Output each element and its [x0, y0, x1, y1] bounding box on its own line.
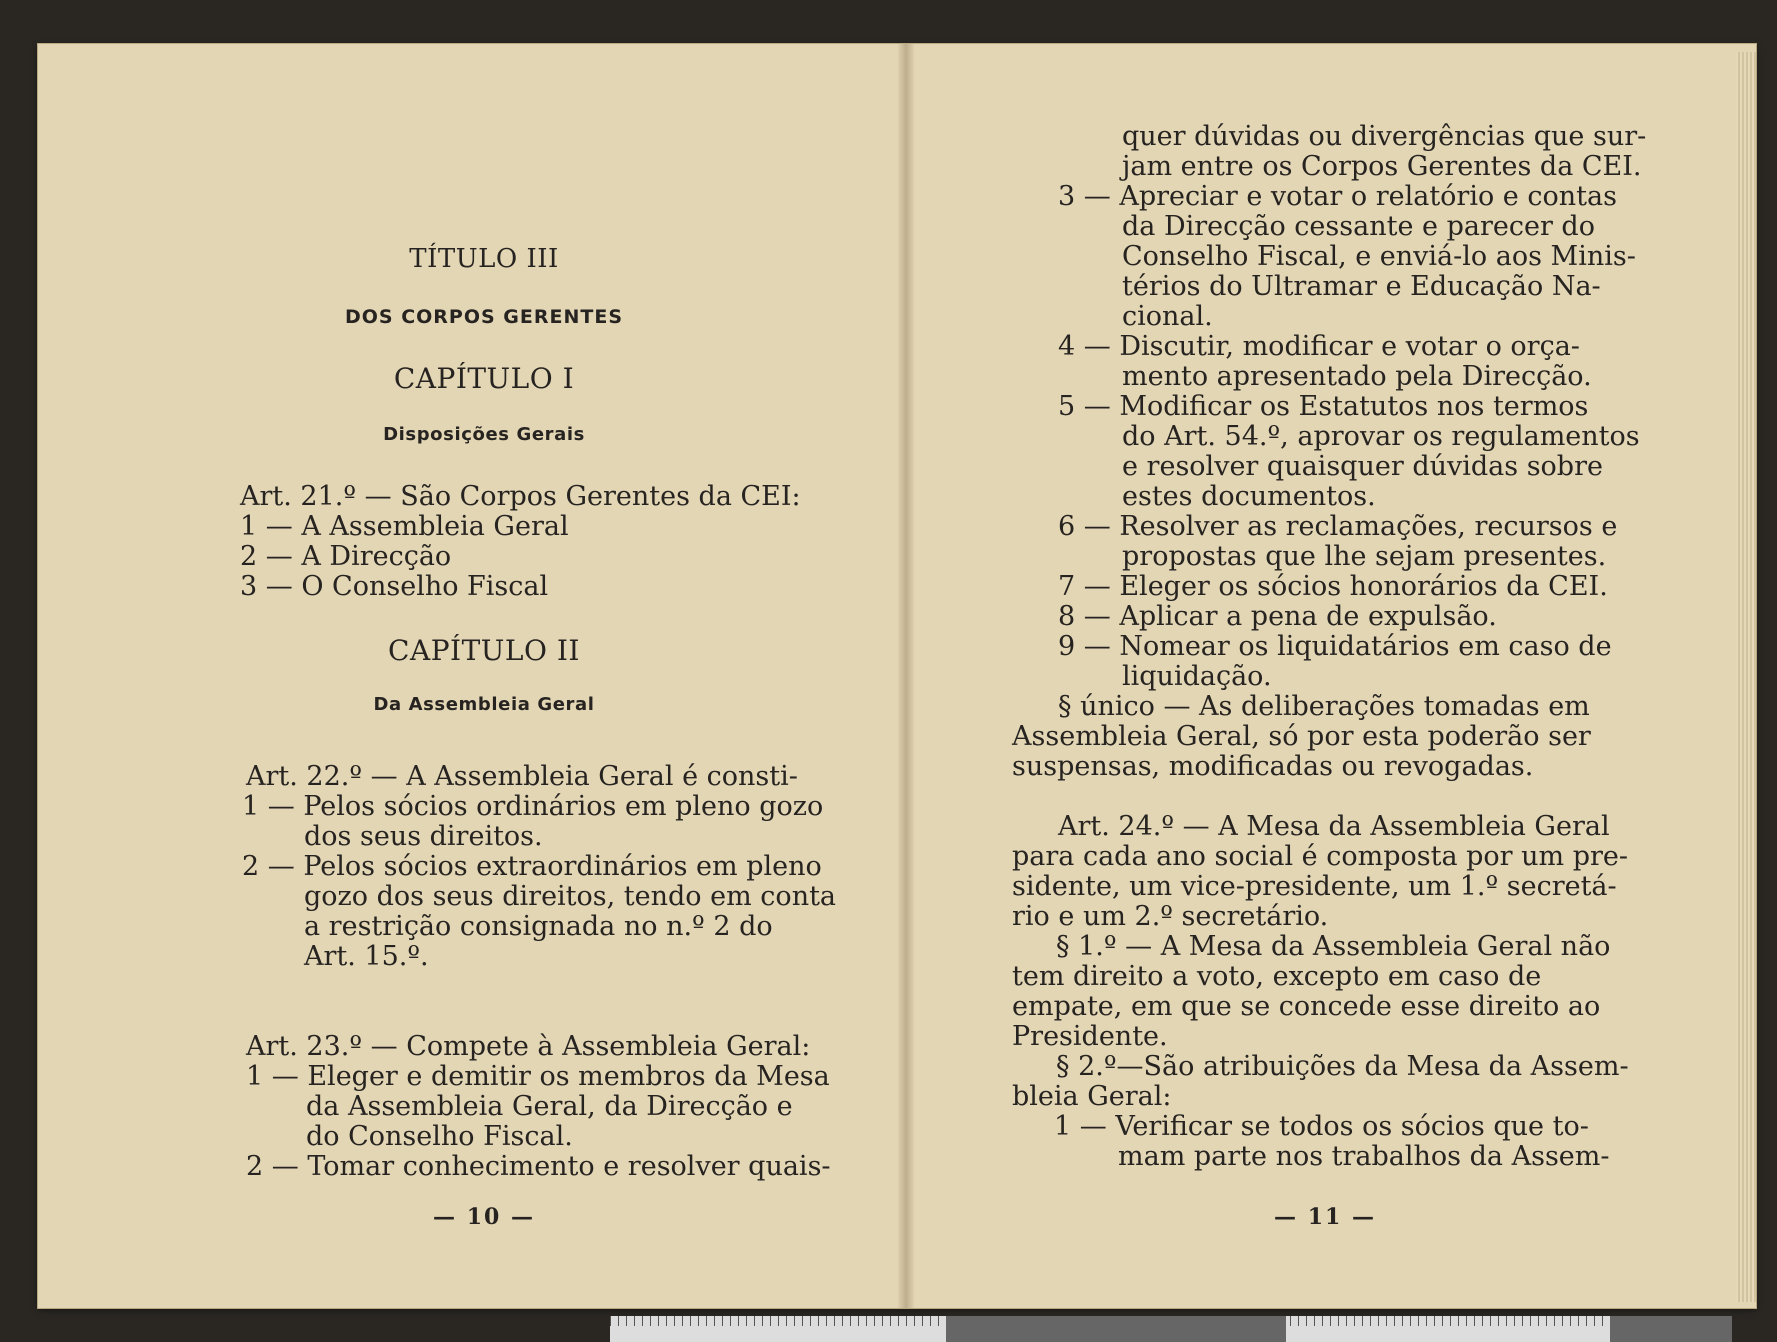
right-page: [914, 44, 1736, 1308]
text-line: 2 — A Direcção: [240, 541, 452, 572]
text-line: Assembleia Geral, só por esta poderão ser: [1012, 721, 1591, 752]
text-line: 6 — Resolver as reclamações, recursos e: [1058, 511, 1618, 542]
text-line: § 1.º — A Mesa da Assembleia Geral não: [1056, 931, 1611, 962]
text-line: estes documentos.: [1122, 481, 1376, 512]
text-line: 3 — Apreciar e votar o relatório e contas: [1058, 181, 1617, 212]
text-line: 1 — Pelos sócios ordinários em pleno gozo: [242, 791, 824, 822]
chapter-heading: CAPÍTULO I: [393, 362, 575, 395]
text-line: Art. 23.º — Compete à Assembleia Geral:: [246, 1031, 811, 1062]
text-line: § 2.º—São atribuições da Mesa da Assem-: [1056, 1051, 1629, 1082]
text-line: liquidação.: [1122, 661, 1272, 692]
chapter-subheading: Disposições Gerais: [383, 424, 585, 445]
text-line: cional.: [1122, 301, 1213, 332]
text-line: 2 — Pelos sócios extraordinários em pleno: [242, 851, 822, 882]
chapter-subheading: Da Assembleia Geral: [373, 694, 595, 715]
title: TÍTULO III: [409, 244, 559, 274]
text-line: do Art. 54.º, aprovar os regulamentos: [1122, 421, 1640, 452]
text-line: da Direcção cessante e parecer do: [1122, 211, 1595, 242]
text-line: propostas que lhe sejam presentes.: [1122, 541, 1607, 572]
left-page: [70, 44, 898, 1308]
section-heading: DOS CORPOS GERENTES: [344, 306, 624, 328]
text-line: § único — As deliberações tomadas em: [1058, 691, 1590, 722]
text-line: suspensas, modificadas ou revogadas.: [1012, 751, 1534, 782]
text-line: Art. 22.º — A Assembleia Geral é consti-: [246, 761, 798, 792]
text-line: Art. 21.º — São Corpos Gerentes da CEI:: [240, 481, 801, 512]
text-line: e resolver quaisquer dúvidas sobre: [1122, 451, 1603, 482]
text-line: da Assembleia Geral, da Direcção e: [306, 1091, 793, 1122]
text-line: dos seus direitos.: [304, 821, 543, 852]
text-line: Presidente.: [1012, 1021, 1168, 1052]
text-line: 5 — Modificar os Estatutos nos termos: [1058, 391, 1589, 422]
chapter-heading: CAPÍTULO II: [388, 634, 580, 667]
text-line: 7 — Eleger os sócios honorários da CEI.: [1058, 571, 1608, 602]
text-line: jam entre os Corpos Gerentes da CEI.: [1122, 151, 1642, 182]
text-line: para cada ano social é composta por um pre-: [1012, 841, 1629, 872]
text-line: sidente, um vice-presidente, um 1.º secretá-: [1012, 871, 1617, 902]
text-line: rio e um 2.º secretário.: [1012, 901, 1329, 932]
text-line: do Conselho Fiscal.: [306, 1121, 573, 1152]
book-gutter: [898, 44, 914, 1308]
text-line: Art. 15.º.: [304, 941, 429, 972]
text-line: 3 — O Conselho Fiscal: [240, 571, 549, 602]
text-line: 2 — Tomar conhecimento e resolver quais-: [246, 1151, 831, 1182]
text-line: 9 — Nomear os liquidatários em caso de: [1058, 631, 1612, 662]
page-number: — 10 —: [433, 1204, 535, 1230]
page-number: — 11 —: [1274, 1204, 1376, 1230]
scale-ruler: [610, 1316, 1732, 1342]
text-line: mento apresentado pela Direcção.: [1122, 361, 1592, 392]
text-line: 1 — Verificar se todos os sócios que to-: [1054, 1111, 1589, 1142]
text-line: térios do Ultramar e Educação Na-: [1122, 271, 1601, 302]
text-line: mam parte nos trabalhos da Assem-: [1118, 1141, 1610, 1172]
text-line: 1 — A Assembleia Geral: [240, 511, 569, 542]
text-line: empate, em que se concede esse direito ao: [1012, 991, 1601, 1022]
text-line: bleia Geral:: [1012, 1081, 1172, 1112]
text-line: gozo dos seus direitos, tendo em conta: [304, 881, 837, 912]
text-line: a restrição consignada no n.º 2 do: [304, 911, 773, 942]
ruler-dark-segment: [946, 1316, 1286, 1342]
text-line: 1 — Eleger e demitir os membros da Mesa: [246, 1061, 830, 1092]
ruler-dark-segment: [1610, 1316, 1732, 1342]
text-line: 8 — Aplicar a pena de expulsão.: [1058, 601, 1497, 632]
page-edges-right: [1736, 52, 1756, 1302]
text-line: quer dúvidas ou divergências que sur-: [1122, 121, 1647, 152]
text-line: 4 — Discutir, modificar e votar o orça-: [1058, 331, 1580, 362]
text-line: tem direito a voto, excepto em caso de: [1012, 961, 1542, 992]
text-line: Art. 24.º — A Mesa da Assembleia Geral: [1058, 811, 1610, 842]
text-line: Conselho Fiscal, e enviá-lo aos Minis-: [1122, 241, 1636, 272]
